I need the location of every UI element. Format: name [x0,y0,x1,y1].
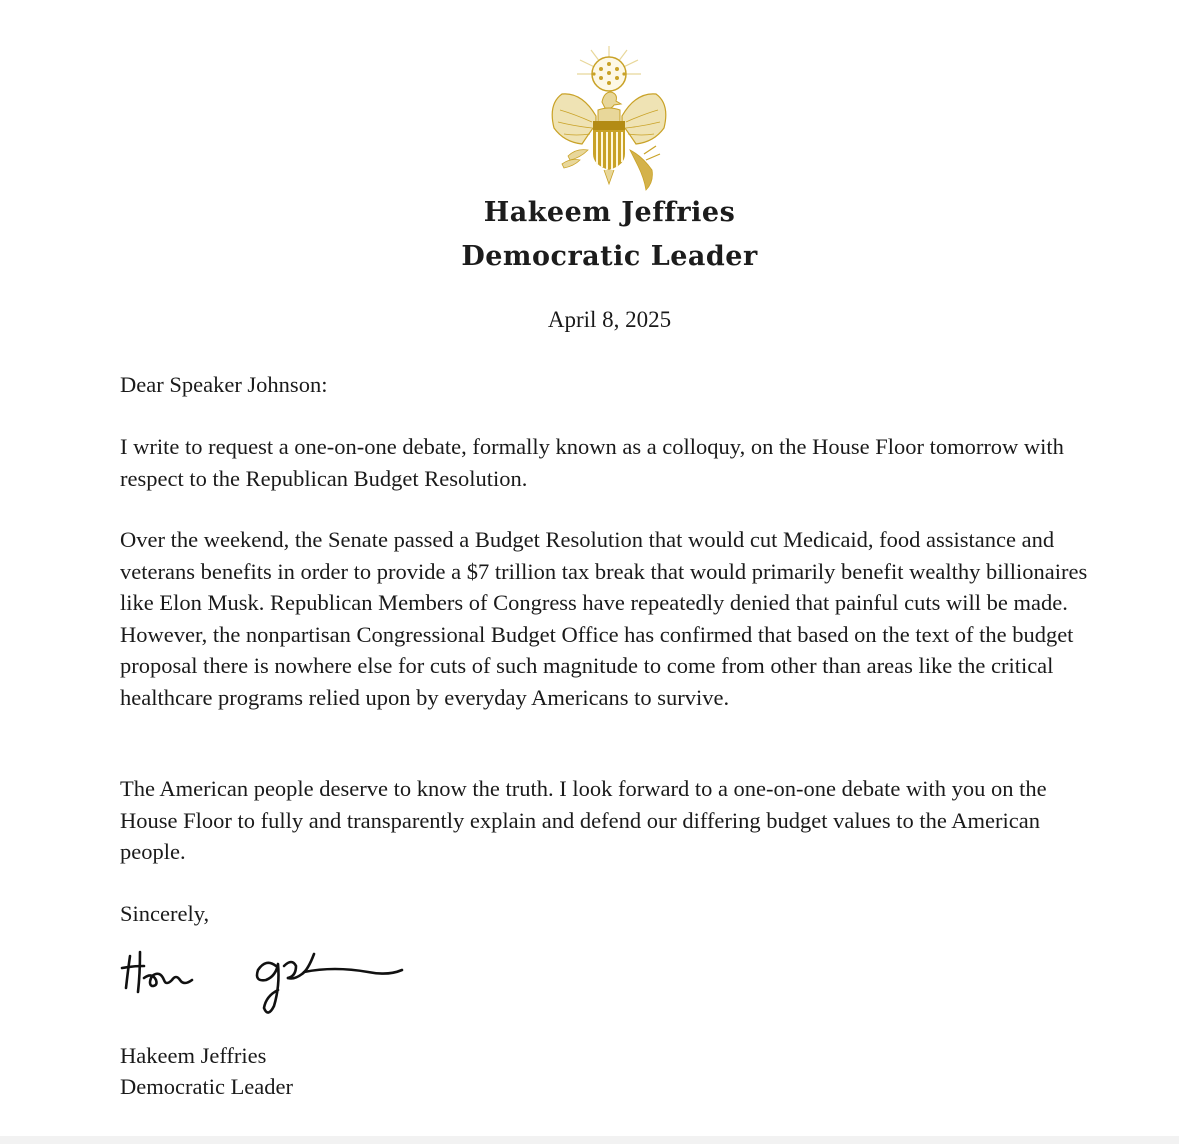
handwritten-signature [118,944,418,1024]
signature-title: Democratic Leader [120,1074,294,1099]
letterhead-title: Democratic Leader [461,241,758,272]
body-paragraph-3: The American people deserve to know the truth. I look forward to a one-on-one debate with you on the House Floor to fully and transparently explain and defend our differing budget values to the American people. [120,776,1047,864]
salutation: Dear Speaker Johnson: [120,372,328,397]
closing: Sincerely, [120,901,210,926]
body-paragraph-1: I write to request a one-on-one debate, formally known as a colloquy, on the House Floor tomorrow with respect to the Republican Budget Resolution. [120,434,1064,491]
body-paragraph-2: Over the weekend, the Senate passed a Budget Resolution that would cut Medicaid, food assistance and veterans benefits in order to provide a $7 trillion tax break that would primarily benefit wealthy billionaires like Elon Musk. Republican Members of Congress have repeatedly denied that painful cuts will be made. However, the nonpartisan Congressional Budget Office has confirmed that based on the text of the budget proposal there is nowhere else for cuts of such magnitude to come from other than areas like the critical healthcare programs relied upon by everyday Americans to survive. [120,527,1088,710]
signature-name: Hakeem Jeffries [120,1043,267,1068]
letterhead-name: Hakeem Jeffries [483,197,736,228]
great-seal-icon [534,44,684,199]
letter-date: April 8, 2025 [547,307,672,332]
